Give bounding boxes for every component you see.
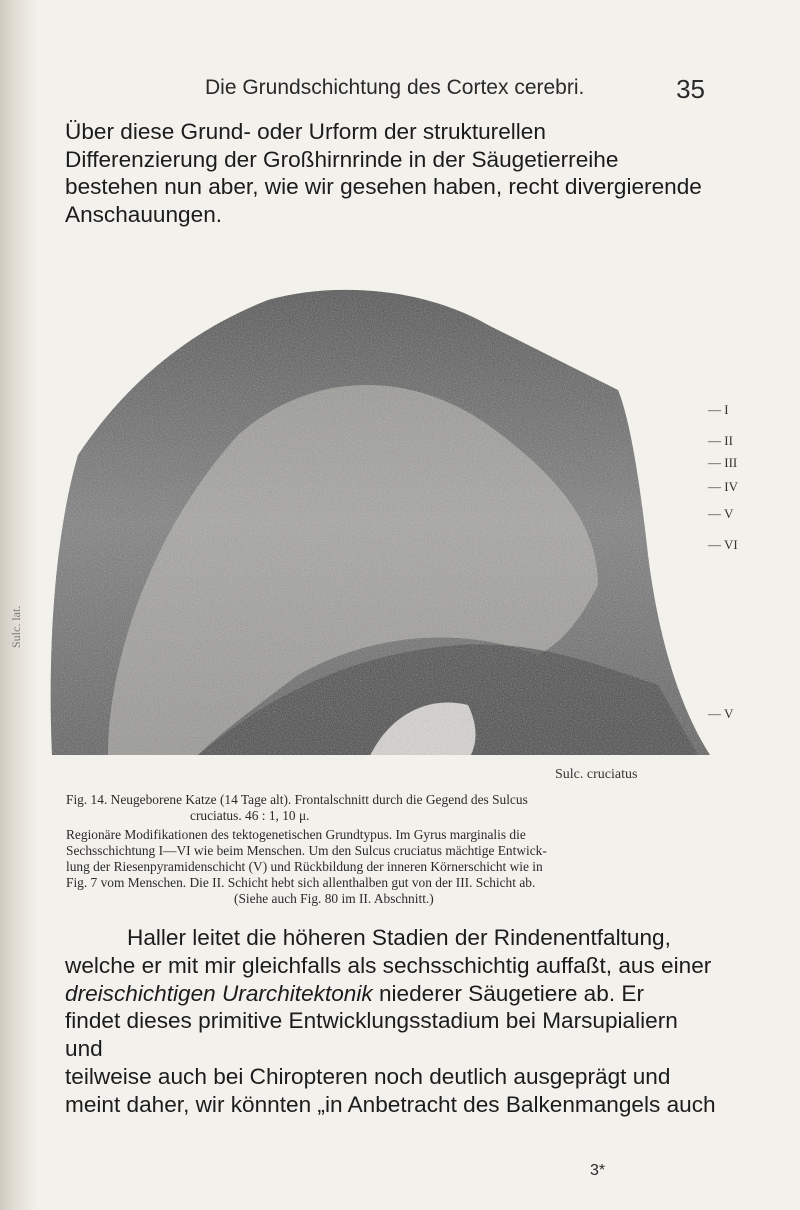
emphasis-dreischichtige-urarchitektonik: dreischichtigen Urarchitektonik (65, 980, 373, 1006)
layer-label-i: — I (708, 402, 729, 417)
layer-label-v: — V (708, 506, 734, 521)
paragraph-1-line-1: Über diese Grund- oder Urform der strukturellen (65, 119, 546, 144)
paragraph-2 (65, 924, 721, 1119)
caption-body-line-5: (Siehe auch Fig. 80 im II. Abschnitt.) (234, 891, 434, 906)
paragraph-2-line-2: welche er mit mir gleichfalls als sechsschichtig auffaßt, aus einer (65, 952, 712, 978)
caption-body-line-4: Fig. 7 vom Menschen. Die II. Schicht hebt sich allenthalben gut von der III. Schicht ab. (66, 875, 536, 890)
layer-label-ii: — II (708, 433, 733, 448)
running-title: Die Grundschichtung des Cortex cerebri. (205, 76, 585, 99)
layer-label-v-lower: — V (708, 706, 734, 721)
figure-caption (66, 792, 718, 907)
paragraph-2-line-5: teilweise auch bei Chiropteren noch deutlich ausgeprägt und (65, 1063, 671, 1089)
caption-title-line-1: Fig. 14. Neugeborene Katze (14 Tage alt). Frontalschnitt durch die Gegend des Sulcus (66, 792, 528, 807)
layer-label-vi: — VI (708, 537, 738, 552)
signature-mark: 3* (590, 1162, 606, 1179)
caption-body-line-1: Regionäre Modifikationen des tektogenetischen Grundtypus. Im Gyrus marginalis die (66, 827, 526, 842)
layer-label-iv: — IV (708, 479, 738, 494)
cortex-micrograph (38, 285, 710, 760)
sulcus-lateralis-label: Sulc. lat. (9, 605, 23, 648)
caption-title (66, 792, 718, 824)
caption-body-line-3: lung der Riesenpyramidenschicht (V) und Rückbildung der inneren Körnerschicht wie in (66, 859, 543, 874)
sulcus-cruciatus-label: Sulc. cruciatus (555, 767, 638, 782)
paragraph-1-line-3: bestehen nun aber, wie wir gesehen haben, recht divergierende (65, 174, 702, 199)
page-number: 35 (676, 74, 705, 104)
paragraph-1-line-4: Anschauungen. (65, 201, 223, 227)
paragraph-2-line-1: Haller leitet die höheren Stadien der Rindenentfaltung, (127, 925, 671, 950)
layer-label-iii: — III (708, 455, 738, 470)
paragraph-2-line-4: findet dieses primitive Entwicklungsstadium bei Marsupialiern und (65, 1008, 678, 1062)
paragraph-2-line-6: meint daher, wir könnten „in Anbetracht des Balkenmangels auch (65, 1091, 716, 1117)
caption-body-line-2: Sechsschichtung I—VI wie beim Menschen. Um den Sulcus cruciatus mächtige Entwick- (66, 843, 547, 858)
caption-body (66, 827, 718, 907)
paragraph-1 (65, 118, 720, 228)
caption-title-line-2: cruciatus. 46 : 1, 10 μ. (190, 808, 310, 823)
paragraph-2-line-3-rest: niederer Säugetiere ab. Er (372, 980, 644, 1006)
paragraph-1-line-2: Differenzierung der Großhirnrinde in der Säugetierreihe (65, 146, 619, 172)
running-header (205, 76, 705, 106)
histology-figure (38, 285, 710, 760)
